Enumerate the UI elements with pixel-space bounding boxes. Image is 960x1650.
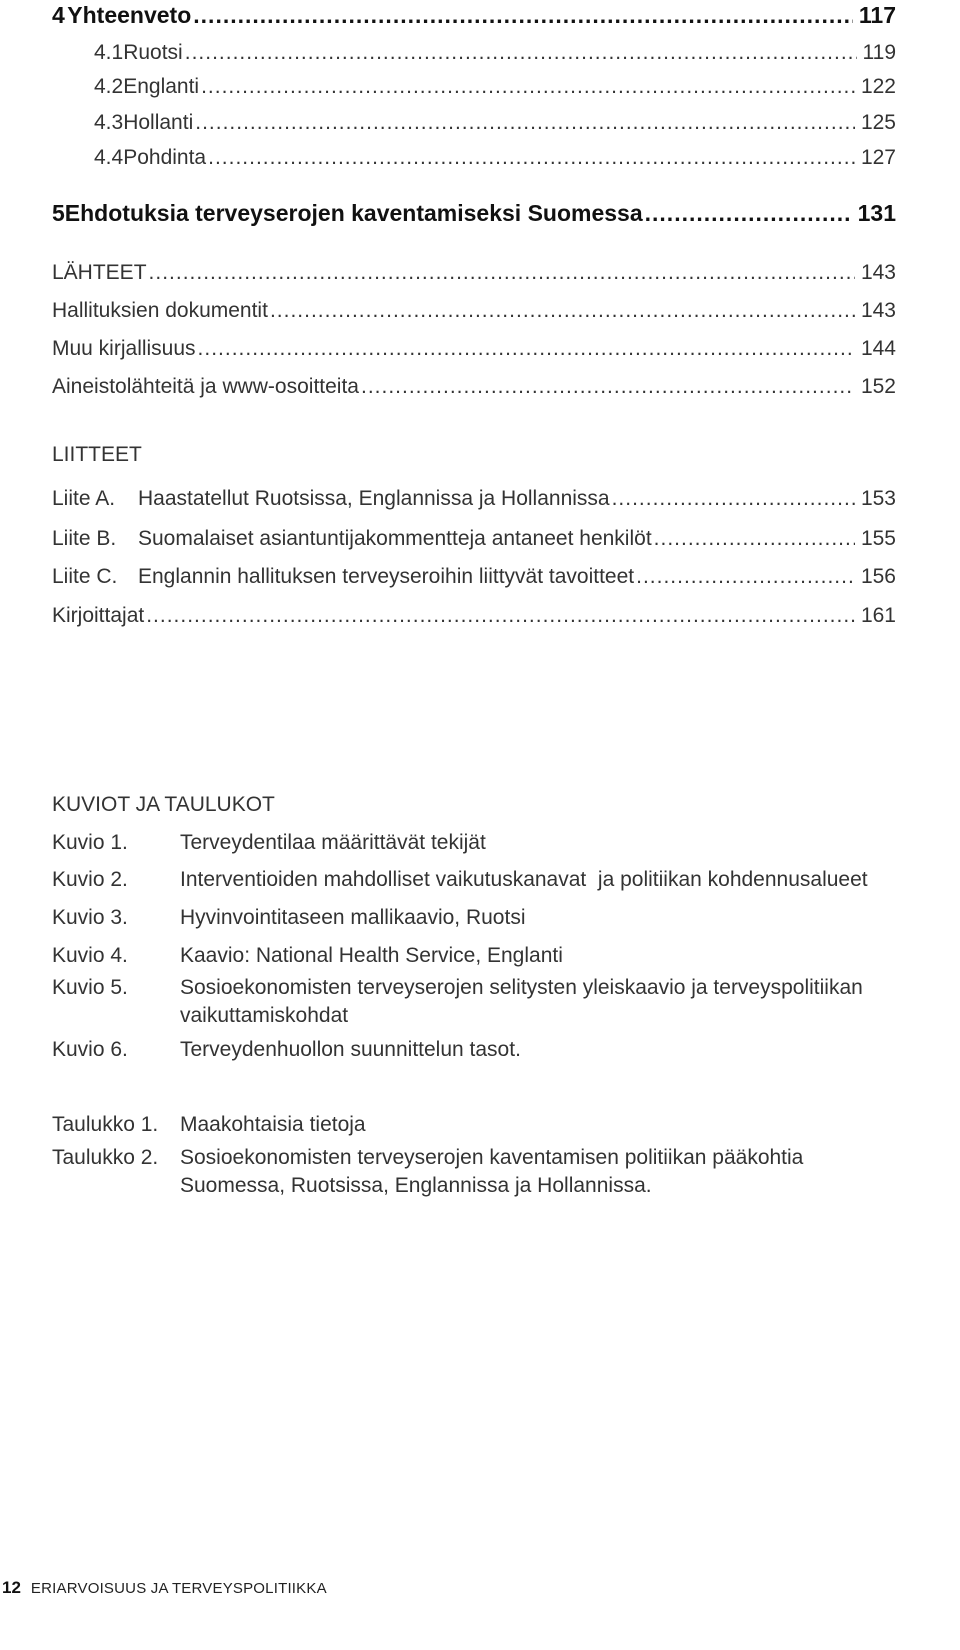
- toc-page-number: 119: [862, 41, 896, 64]
- appendix-title: Haastatellut Ruotsissa, Englannissa ja Hollannissa: [138, 487, 610, 510]
- toc-number: 5: [52, 200, 65, 226]
- table-caption-line-2: Suomessa, Ruotsissa, Englannissa ja Hollannissa.: [180, 1174, 652, 1197]
- toc-entry-aineistolahteita[interactable]: [52, 374, 896, 400]
- appendix-id: Liite C.: [52, 565, 118, 588]
- dot-leader: [201, 74, 855, 100]
- toc-title: [52, 526, 652, 552]
- figure-caption: Terveydentilaa määrittävät tekijät: [180, 831, 486, 854]
- toc-page-number: 125: [860, 111, 896, 134]
- toc-number: 4.3: [94, 111, 124, 134]
- figure-caption: Terveydenhuollon suunnittelun tasot.: [180, 1038, 521, 1061]
- toc-entry-liite-a[interactable]: [52, 486, 896, 512]
- figure-caption-line-2: vaikuttamiskohdat: [180, 1004, 349, 1027]
- toc-title: Yhteenveto: [67, 2, 192, 28]
- liitteet-heading: LIITTEET: [52, 443, 142, 466]
- appendix-title: Suomalaiset asiantuntijakommentteja antaneet henkilöt: [138, 527, 652, 550]
- toc-number: 4.2: [94, 75, 124, 98]
- toc-number: 4.4: [94, 146, 124, 169]
- toc-title: [52, 486, 610, 512]
- toc-page-number: 143: [860, 261, 896, 284]
- dot-leader: [185, 40, 857, 66]
- toc-entry-ruotsi[interactable]: [94, 40, 896, 66]
- toc-entry-pohdinta[interactable]: [94, 145, 896, 171]
- toc-number: 4: [52, 2, 65, 28]
- figure-caption-line-1: Sosioekonomisten terveyserojen selitysten yleiskaavio ja terveyspolitiikan: [180, 976, 863, 999]
- toc-page-number: 153: [860, 487, 896, 510]
- figure-label: Kuvio 1.: [52, 831, 128, 854]
- toc-page-number: 156: [860, 565, 896, 588]
- figure-label: Kuvio 3.: [52, 906, 128, 929]
- toc-page-number: 144: [860, 337, 896, 360]
- toc-entry-lahteet[interactable]: [52, 260, 896, 286]
- appendix-title: Englannin hallituksen terveyseroihin liittyvät tavoitteet: [138, 565, 635, 588]
- toc-title: Ehdotuksia terveyserojen kaventamiseksi Suomessa: [64, 200, 643, 226]
- footer-publication-title: ERIARVOISUUS JA TERVEYSPOLITIIKKA: [30, 1580, 327, 1597]
- dot-leader: [612, 486, 855, 512]
- dot-leader: [361, 374, 855, 400]
- toc-title: Aineistolähteitä ja www-osoitteita: [52, 375, 359, 398]
- dot-leader: [193, 2, 853, 28]
- dot-leader: [208, 145, 855, 171]
- toc-entry-hollanti[interactable]: [94, 110, 896, 136]
- figure-label: Kuvio 5.: [52, 976, 128, 999]
- toc-title: Pohdinta: [123, 146, 207, 169]
- toc-page-number: 131: [857, 200, 896, 226]
- dot-leader: [270, 298, 855, 324]
- toc-title: [52, 564, 634, 590]
- toc-entry-yhteenveto[interactable]: [52, 2, 896, 28]
- toc-entry-ehdotuksia[interactable]: [52, 200, 896, 226]
- footer-page-number: 12: [2, 1578, 21, 1597]
- toc-page-number: 127: [860, 146, 896, 169]
- dot-leader: [654, 526, 855, 552]
- toc-entry-muu-kirjallisuus[interactable]: [52, 336, 896, 362]
- toc-title: LÄHTEET: [52, 261, 147, 284]
- toc-page-number: 152: [860, 375, 896, 398]
- table-label: Taulukko 1.: [52, 1113, 159, 1136]
- toc-page-number: 117: [858, 2, 896, 28]
- page-footer: [2, 1578, 327, 1598]
- figure-caption: Hyvinvointitaseen mallikaavio, Ruotsi: [180, 906, 526, 929]
- dot-leader: [198, 336, 855, 362]
- toc-page-number: 143: [860, 299, 896, 322]
- toc-title: Hallituksien dokumentit: [52, 299, 268, 322]
- figures-heading: KUVIOT JA TAULUKOT: [52, 793, 275, 816]
- dot-leader: [149, 260, 855, 286]
- figure-label: Kuvio 2.: [52, 868, 128, 891]
- figure-caption: Kaavio: National Health Service, Englanti: [180, 944, 563, 967]
- toc-title: Muu kirjallisuus: [52, 337, 196, 360]
- toc-page-number: 122: [860, 75, 896, 98]
- table-caption: Maakohtaisia tietoja: [180, 1113, 366, 1136]
- toc-entry-kirjoittajat[interactable]: [52, 603, 896, 629]
- dot-leader: [645, 200, 852, 226]
- toc-title: Ruotsi: [123, 41, 183, 64]
- toc-page-number: 161: [860, 604, 896, 627]
- dot-leader: [146, 603, 855, 629]
- toc-page-number: 155: [860, 527, 896, 550]
- toc-entry-liite-c[interactable]: [52, 564, 896, 590]
- toc-title: Hollanti: [123, 111, 194, 134]
- toc-title: Kirjoittajat: [52, 604, 145, 627]
- table-caption-line-1: Sosioekonomisten terveyserojen kaventamisen politiikan pääkohtia: [180, 1146, 804, 1169]
- dot-leader: [636, 564, 855, 590]
- toc-entry-liite-b[interactable]: [52, 526, 896, 552]
- appendix-id: Liite A.: [52, 487, 116, 510]
- toc-number: 4.1: [94, 41, 124, 64]
- appendix-id: Liite B.: [52, 527, 117, 550]
- figure-caption: Interventioiden mahdolliset vaikutuskanavat ja politiikan kohdennusalueet: [180, 868, 868, 891]
- figure-label: Kuvio 6.: [52, 1038, 128, 1061]
- toc-entry-englanti[interactable]: [94, 74, 896, 100]
- table-label: Taulukko 2.: [52, 1146, 159, 1169]
- toc-entry-hallituksien-dokumentit[interactable]: [52, 298, 896, 324]
- dot-leader: [195, 110, 855, 136]
- figure-label: Kuvio 4.: [52, 944, 128, 967]
- toc-title: Englanti: [123, 75, 200, 98]
